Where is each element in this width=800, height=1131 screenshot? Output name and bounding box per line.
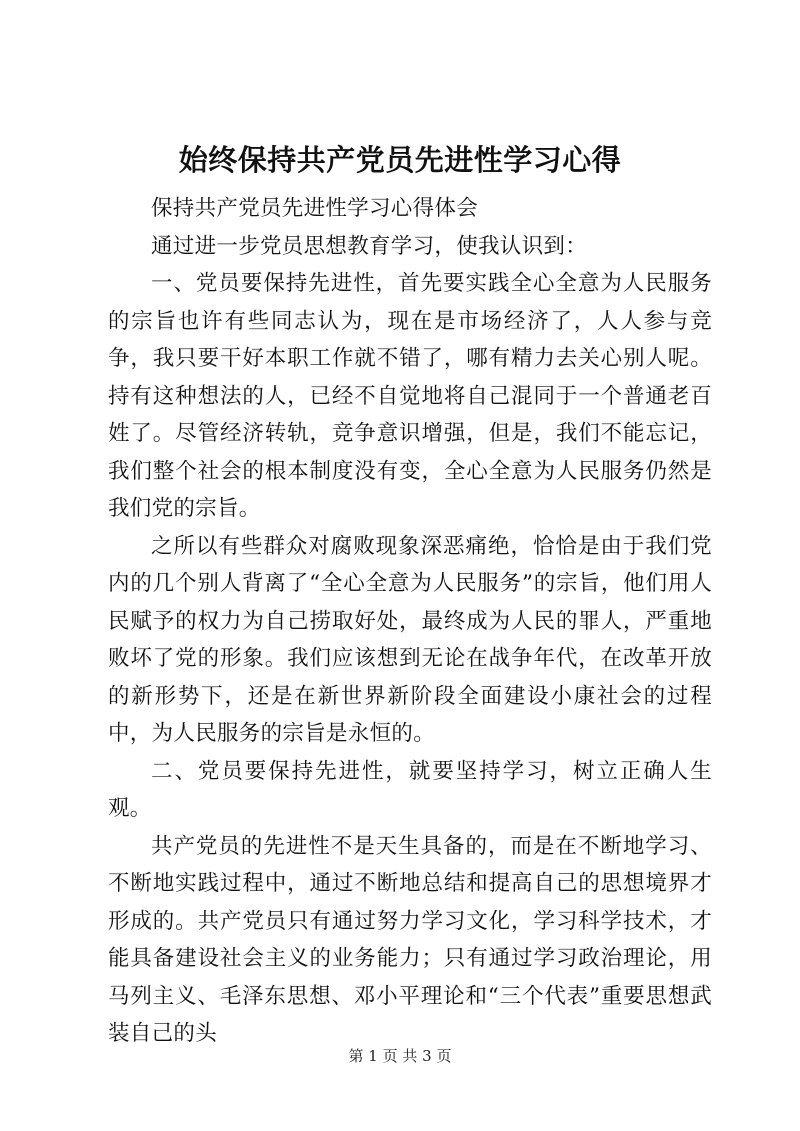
- document-body: [108, 190, 712, 1053]
- paragraph-point-one: 一、党员要保持先进性，首先要实践全心全意为人民服务的宗旨也许有些同志认为，现在是市场经济了，人人参与竞争，我只要干好本职工作就不错了，哪有精力去关心别人呢。持有这种想法的人，已经不自觉地将自己混同于一个普通老百姓了。尽管经济转轨，竞争意识增强，但是，我们不能忘记，我们整个社会的根本制度没有变，全心全意为人民服务仍然是我们党的宗旨。: [108, 271, 712, 521]
- paragraph-corruption: 之所以有些群众对腐败现象深恶痛绝，恰恰是由于我们党内的几个别人背离了“全心全意为人民服务”的宗旨，他们用人民赋予的权力为自己捞取好处，最终成为人民的罪人，严重地败坏了党的形象。我们应该想到无论在战争年代，在改革开放的新形势下，还是在新世界新阶段全面建设小康社会的过程中，为人民服务的宗旨是永恒的。: [108, 533, 712, 746]
- document-title: 始终保持共产党员先进性学习心得: [178, 143, 622, 177]
- paragraph-subtitle: 保持共产党员先进性学习心得体会: [151, 196, 479, 221]
- paragraph-learning: 共产党员的先进性不是天生具备的，而是在不断地学习、不断地实践过程中，通过不断地总结和提高自己的思想境界才形成的。共产党员只有通过努力学习文化，学习科学技术，才能具备建设社会主义的业务能力；只有通过学习政治理论，用马列主义、毛泽东思想、邓小平理论和“三个代表”重要思想武装自己的头: [108, 833, 712, 1046]
- paragraph-intro: 通过进一步党员思想教育学习，使我认识到：: [151, 233, 588, 259]
- paragraph-point-two: 二、党员要保持先进性，就要坚持学习，树立正确人生观。: [108, 758, 712, 821]
- page-footer: 第 1 页 共 3 页: [348, 1047, 452, 1065]
